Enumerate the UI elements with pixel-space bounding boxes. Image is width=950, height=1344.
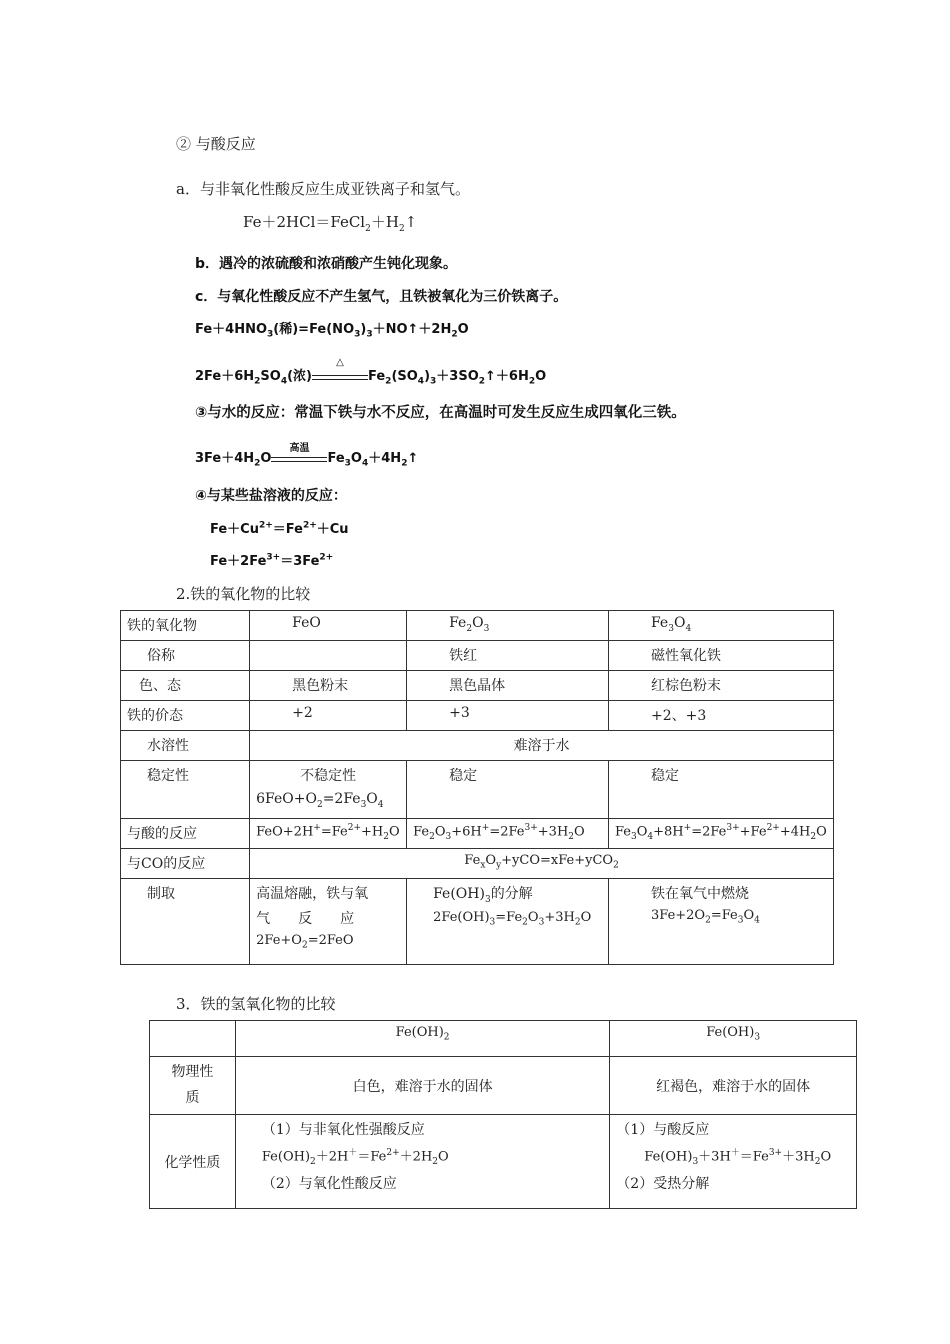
table-cell: 稳定 bbox=[608, 761, 833, 819]
table-cell: +2、+3 bbox=[608, 701, 833, 731]
table-cell: 黑色晶体 bbox=[407, 671, 609, 701]
equation-fe-fe3: $Fe+2Fe^{3+}=3Fe^{2+}$ bbox=[210, 552, 334, 569]
table-cell: 稳定 bbox=[407, 761, 609, 819]
table-cell: +3 bbox=[407, 701, 609, 731]
table-header-cell: $Fe(OH)_2$ bbox=[235, 1021, 609, 1057]
reaction-condition-arrow: 高温 bbox=[271, 452, 327, 466]
table-cell: $Fe_3O_4+8H^+=2Fe^{3+}+Fe^{2+}+4H_2O$ bbox=[608, 819, 833, 849]
table-row bbox=[150, 1021, 857, 1057]
table-cell: 不稳定性 $6FeO+O_2=2Fe_3O_4$ bbox=[250, 761, 407, 819]
table-header-cell: 铁的氧化物 bbox=[121, 611, 250, 641]
table-cell: （1）与非氧化性强酸反应 $Fe(OH)_2+2H^+=Fe^{2+}+2H_2O$ （2）与氧化性酸反应 bbox=[235, 1115, 609, 1209]
equation-fe-hcl: $Fe+2HCl=FeCl_2+H_2↑$ bbox=[243, 213, 418, 234]
table-cell: 物理性 质 bbox=[150, 1057, 236, 1115]
table-header-cell bbox=[150, 1021, 236, 1057]
table-header-cell: FeO bbox=[250, 611, 407, 641]
table-cell: 俗称 bbox=[121, 641, 250, 671]
table-cell: 白色，难溶于水的固体 bbox=[235, 1057, 609, 1115]
table-row bbox=[121, 761, 834, 819]
table-header-cell: $Fe(OH)_3$ bbox=[610, 1021, 857, 1057]
equation-fe-hno3: $Fe+4HNO_3$(稀)$=Fe(NO_3)_3+NO↑+2H_2O$ bbox=[195, 322, 469, 340]
table-row bbox=[150, 1115, 857, 1209]
equation-fe-cu: $Fe+Cu^{2+}=Fe^{2+}+Cu$ bbox=[210, 520, 349, 537]
table-cell: 稳定性 bbox=[121, 761, 250, 819]
table-cell: 化学性质 bbox=[150, 1115, 236, 1209]
table-cell: 黑色粉末 bbox=[250, 671, 407, 701]
table-row bbox=[121, 879, 834, 965]
table-cell: 磁性氧化铁 bbox=[608, 641, 833, 671]
acid-c-text: c．与氧化性酸反应不产生氢气，且铁被氧化为三价铁离子。 bbox=[195, 289, 568, 305]
table-cell: （1）与酸反应 $Fe(OH)_3+3H^+=Fe^{3+}+3H_2O$ （2）受热分解 bbox=[610, 1115, 857, 1209]
oxides-table bbox=[120, 610, 834, 965]
table-row bbox=[121, 641, 834, 671]
table-cell: 铁的价态 bbox=[121, 701, 250, 731]
table-row bbox=[121, 731, 834, 761]
table-cell: 铁在氧气中燃烧 $3Fe+2O_2=Fe_3O_4$ bbox=[608, 879, 833, 965]
table-cell: $Fe_2O_3+6H^+=2Fe^{3+}+3H_2O$ bbox=[407, 819, 609, 849]
table-cell: 红棕色粉末 bbox=[608, 671, 833, 701]
table-cell: 与CO的反应 bbox=[121, 849, 250, 879]
table-header-cell: $Fe_2O_3$ bbox=[407, 611, 609, 641]
table-cell: 色、态 bbox=[121, 671, 250, 701]
table-row bbox=[150, 1057, 857, 1115]
table-row bbox=[121, 849, 834, 879]
table-cell: 红褐色，难溶于水的固体 bbox=[610, 1057, 857, 1115]
hydroxides-table bbox=[149, 1020, 857, 1209]
section-acid-heading: ② 与酸反应 bbox=[176, 135, 256, 153]
table-cell: $FeO+2H^+=Fe^{2+}+H_2O$ bbox=[250, 819, 407, 849]
acid-b-text: b．遇冷的浓硫酸和浓硝酸产生钝化现象。 bbox=[195, 256, 458, 272]
reaction-condition-arrow: △ bbox=[312, 370, 368, 384]
table-row bbox=[121, 671, 834, 701]
table-cell: 制取 bbox=[121, 879, 250, 965]
equation-fe-h2so4: $2Fe+6H_2SO_4$(浓) △ $Fe_2(SO_4)_3+3SO_2↑+6H_2O$ bbox=[195, 356, 547, 387]
table-cell: 水溶性 bbox=[121, 731, 250, 761]
oxides-heading: 2.铁的氧化物的比较 bbox=[176, 585, 311, 603]
table-cell: 铁红 bbox=[407, 641, 609, 671]
table-row bbox=[121, 611, 834, 641]
section-salt-heading: ④与某些盐溶液的反应： bbox=[195, 488, 347, 504]
table-cell: $Fe(OH)_3$的分解 $2Fe(OH)_3=Fe_2O_3+3H_2O$ bbox=[407, 879, 609, 965]
acid-a-text: a．与非氧化性酸反应生成亚铁离子和氢气。 bbox=[176, 180, 470, 198]
hydroxides-heading: 3．铁的氢氧化物的比较 bbox=[176, 995, 336, 1013]
section-water-heading: ③与水的反应：常温下铁与水不反应，在高温时可发生反应生成四氧化三铁。 bbox=[195, 405, 686, 421]
table-cell: 难溶于水 bbox=[250, 731, 834, 761]
table-row bbox=[121, 701, 834, 731]
equation-fe-water: $3Fe+4H_2O$ 高温 $Fe_3O_4+4H_2↑$ bbox=[195, 442, 419, 469]
table-cell: 与酸的反应 bbox=[121, 819, 250, 849]
table-cell: +2 bbox=[250, 701, 407, 731]
table-cell: $Fe_xO_y+yCO=xFe+yCO_2$ bbox=[250, 849, 834, 879]
table-row bbox=[121, 819, 834, 849]
table-header-cell: $Fe_3O_4$ bbox=[608, 611, 833, 641]
table-cell: 高温熔融，铁与氧 气 反 应 $2Fe+O_2=2FeO$ bbox=[250, 879, 407, 965]
table-cell bbox=[250, 641, 407, 671]
